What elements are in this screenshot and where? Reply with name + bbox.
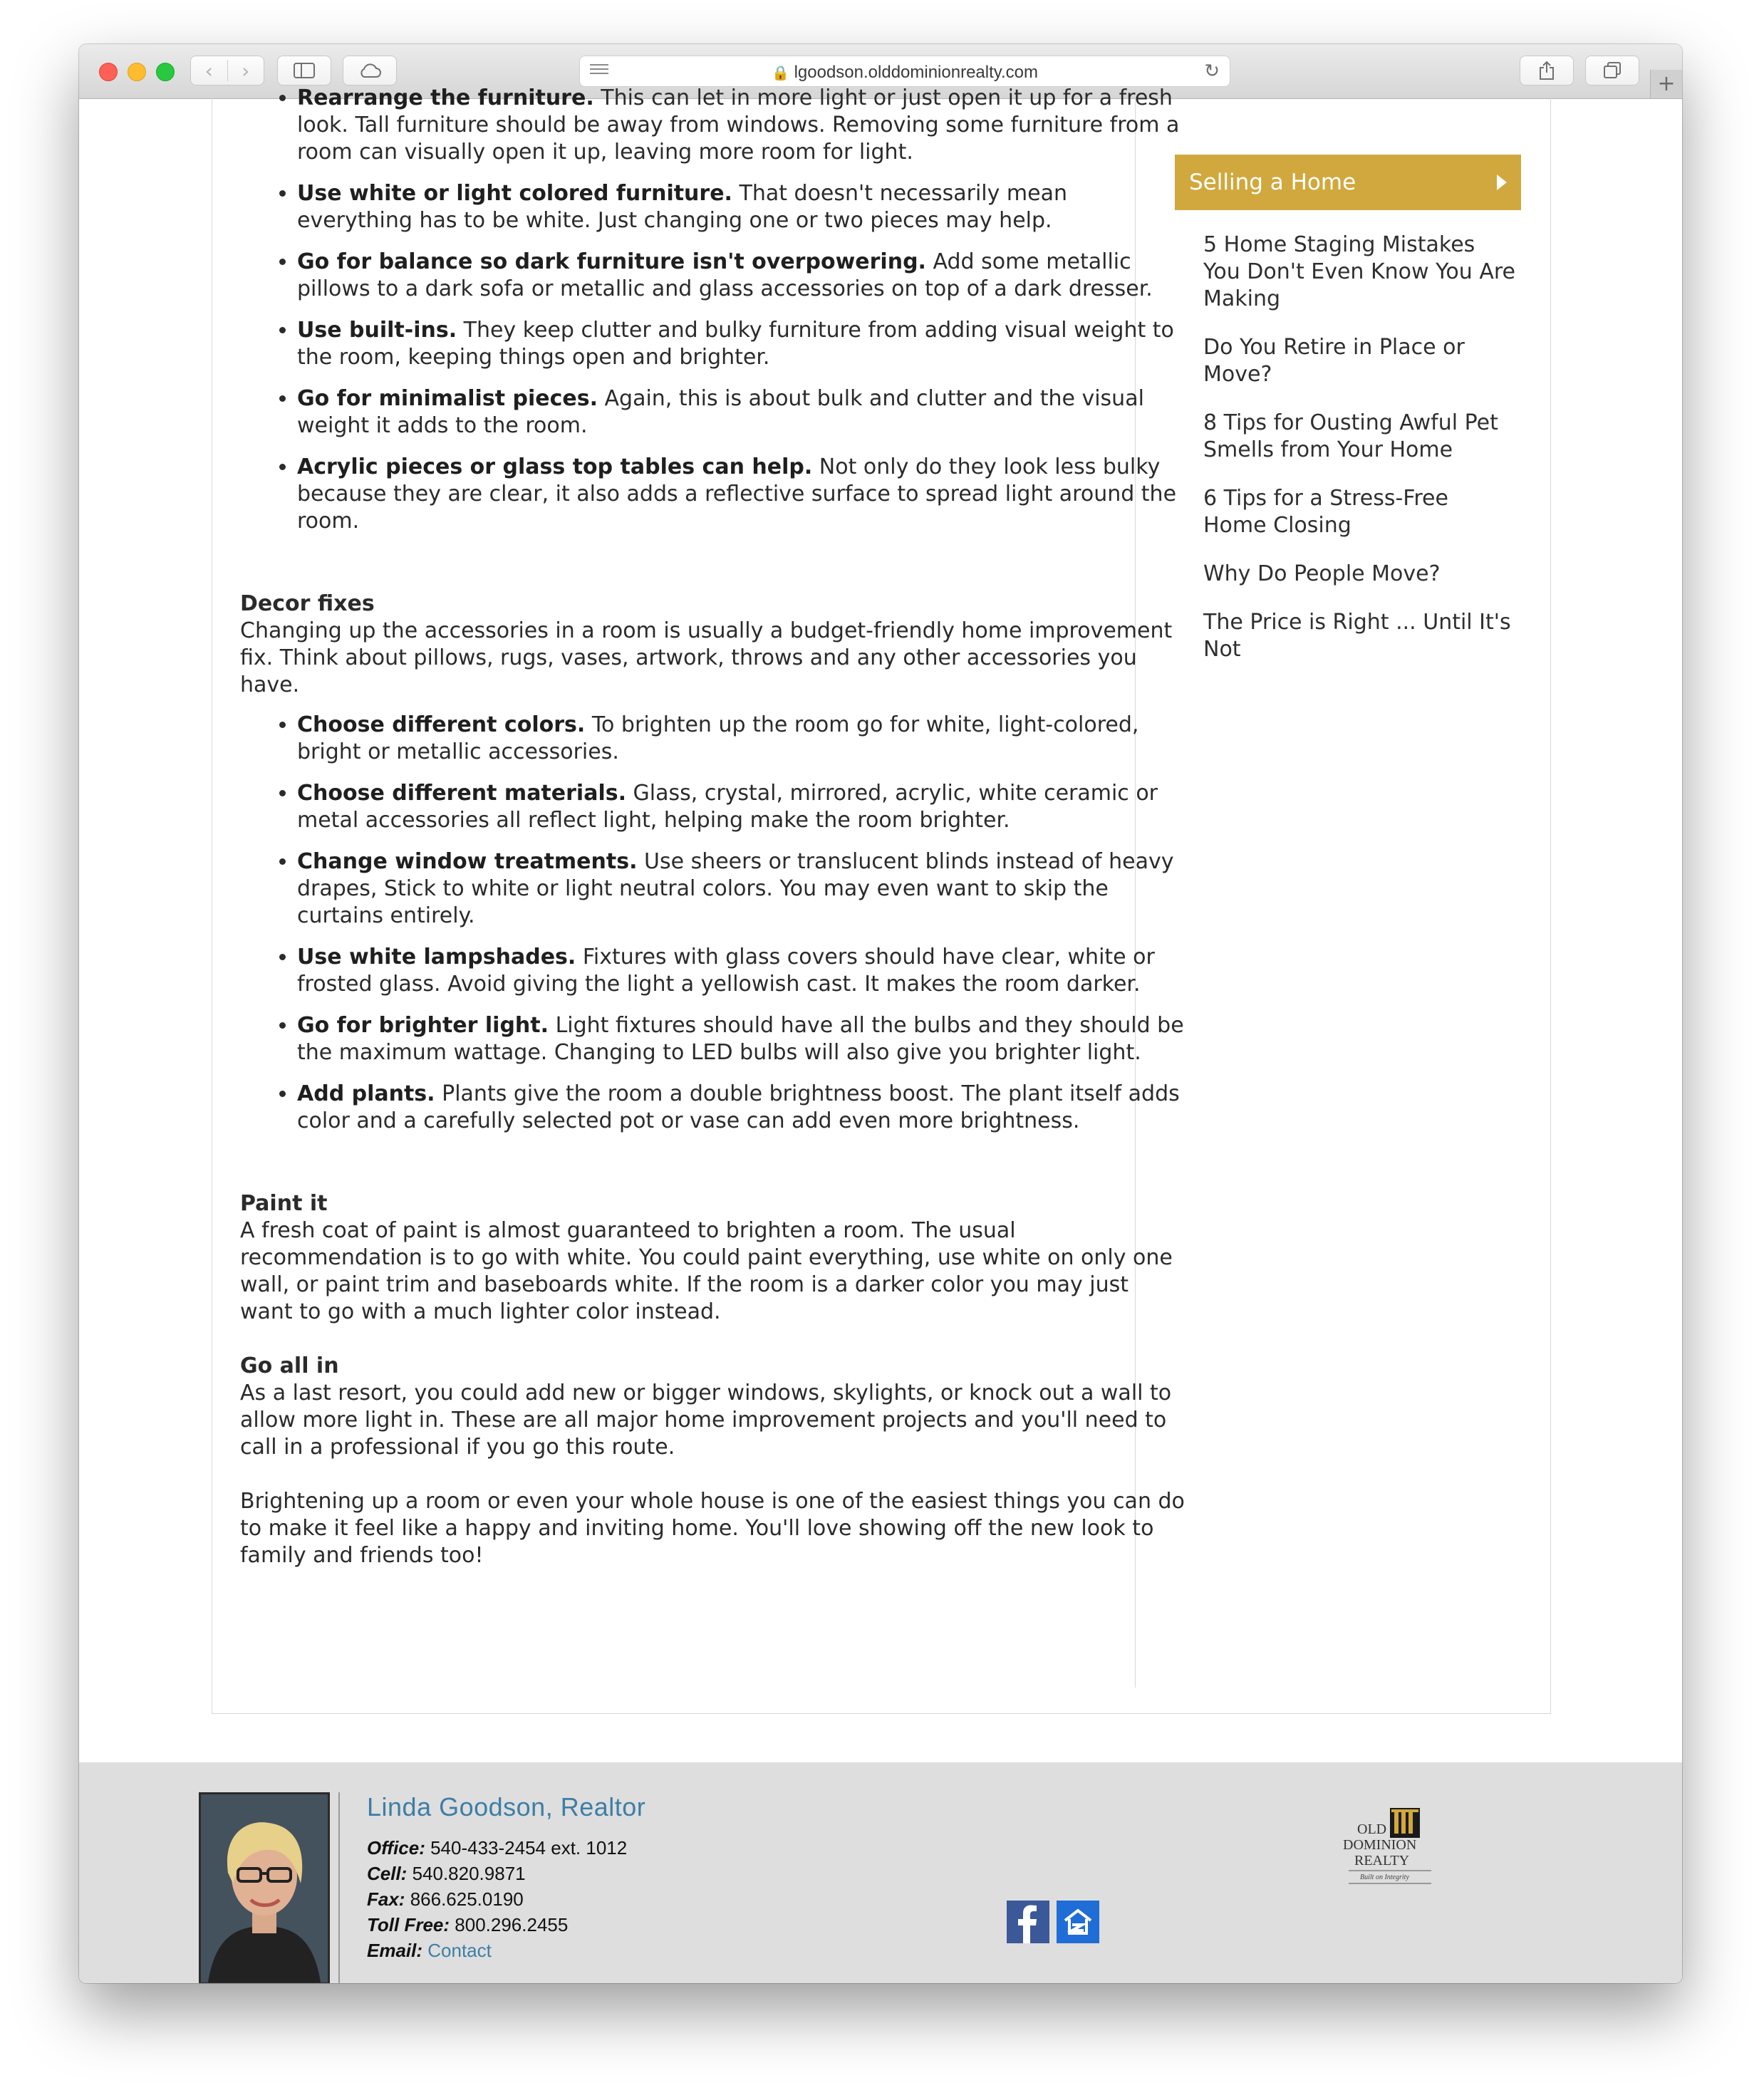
reload-icon[interactable]: ↻ bbox=[1204, 61, 1220, 82]
list-item bbox=[297, 385, 1188, 440]
list-item bbox=[297, 454, 1188, 535]
tip-title: Go for brighter light. bbox=[297, 1013, 549, 1038]
tollfree-line bbox=[367, 1912, 627, 1938]
agent-name: Linda Goodson, Realtor bbox=[367, 1792, 646, 1821]
sidebar-heading-label: Selling a Home bbox=[1189, 170, 1356, 195]
tip-text: They keep clutter and bulky furniture from adding visual weight to the room, keeping things open and brighter. bbox=[297, 318, 1174, 370]
show-tabs-button[interactable] bbox=[1585, 56, 1639, 85]
sidebar bbox=[1175, 155, 1521, 663]
tip-title: Add plants. bbox=[297, 1081, 435, 1106]
office-label: Office: bbox=[367, 1837, 425, 1859]
tollfree-label: Toll Free: bbox=[367, 1914, 450, 1935]
icloud-tabs-button[interactable] bbox=[343, 56, 397, 85]
tip-text: Plants give the room a double brightness boost. The plant itself adds color and a carefully selected pot or vase can add even more brightness. bbox=[297, 1081, 1180, 1133]
list-item bbox=[297, 317, 1188, 371]
list-item bbox=[297, 944, 1188, 998]
list-item bbox=[297, 249, 1188, 303]
caret-right-icon bbox=[1497, 175, 1507, 190]
allin-heading: Go all in bbox=[240, 1353, 339, 1378]
tip-text: Again, this is about bulk and clutter and the visual weight it adds to the room. bbox=[297, 386, 1144, 438]
sidebar-link[interactable]: Do You Retire in Place or Move? bbox=[1203, 335, 1465, 387]
sidebar-heading-selling-a-home[interactable] bbox=[1175, 155, 1521, 210]
tip-text: This can let in more light or just open it up for a fresh look. Tall furniture should be away from windows. Removing some furniture from a room can visually open it up, leaving more room for light. bbox=[297, 85, 1180, 165]
back-arrow-icon[interactable]: ‹ bbox=[204, 58, 213, 83]
tip-title: Use white lampshades. bbox=[297, 945, 576, 970]
old-dominion-realty-logo bbox=[1340, 1805, 1440, 1891]
realty-logo-image bbox=[1340, 1805, 1440, 1891]
minimize-window-button[interactable] bbox=[128, 63, 146, 81]
zillow-link[interactable] bbox=[1057, 1901, 1099, 1943]
close-window-button[interactable] bbox=[99, 63, 118, 81]
share-button[interactable] bbox=[1520, 56, 1574, 85]
facebook-link[interactable] bbox=[1007, 1901, 1049, 1943]
address-bar[interactable] bbox=[579, 56, 1230, 87]
decor-intro: Changing up the accessories in a room is usually a budget-friendly home improvement fix. Think about pillows, rugs, vases, artwork, throws and any other accessories you have. bbox=[240, 618, 1173, 697]
web-page bbox=[79, 85, 1682, 1983]
furniture-tips-list bbox=[240, 85, 1188, 535]
sidebar-link[interactable]: 6 Tips for a Stress-Free Home Closing bbox=[1203, 486, 1448, 538]
list-item bbox=[297, 848, 1188, 930]
article-body bbox=[240, 85, 1188, 1569]
agent-photo bbox=[199, 1792, 330, 1983]
facebook-icon bbox=[1007, 1901, 1049, 1943]
allin-text: As a last resort, you could add new or bigger windows, skylights, or knock out a wall to allow more light in. These are all major home improvement projects and you'll need to call in a professional if you go this route. bbox=[240, 1381, 1172, 1460]
email-line bbox=[367, 1938, 627, 1963]
closing-text: Brightening up a room or even your whole house is one of the easiest things you can do to make it feel like a happy and inviting home. You'll love showing off the new look to family and friends too! bbox=[240, 1489, 1185, 1568]
tip-title: Change window treatments. bbox=[297, 849, 638, 874]
list-item bbox=[297, 712, 1188, 766]
footer bbox=[79, 1762, 1682, 1983]
url-value: lgoodson.olddominionrealty.com bbox=[794, 63, 1038, 82]
share-icon bbox=[1538, 61, 1555, 80]
sidebar-link[interactable]: 5 Home Staging Mistakes You Don't Even Know You Are Making bbox=[1203, 232, 1515, 311]
cloud-icon bbox=[358, 63, 382, 78]
agent-portrait-image bbox=[201, 1794, 328, 1982]
list-item bbox=[297, 1081, 1188, 1135]
sidebar-link[interactable]: The Price is Right ... Until It's Not bbox=[1203, 610, 1511, 662]
sidebar-icon bbox=[294, 63, 315, 78]
email-label: Email: bbox=[367, 1940, 423, 1961]
tip-title: Choose different materials. bbox=[297, 781, 626, 806]
office-line bbox=[367, 1835, 627, 1861]
tip-title: Go for balance so dark furniture isn't overpowering. bbox=[297, 249, 926, 274]
tip-text: Use sheers or translucent blinds instead of heavy drapes, Stick to white or light neutral colors. You may even want to skip the curtains entirely. bbox=[297, 849, 1174, 928]
cell-line bbox=[367, 1861, 627, 1886]
tip-title: Rearrange the furniture. bbox=[297, 85, 594, 110]
decor-tips-list bbox=[240, 712, 1188, 1135]
cell-phone[interactable]: 540.820.9871 bbox=[407, 1863, 526, 1884]
logo-word-old: OLD bbox=[1357, 1821, 1387, 1837]
new-tab-button[interactable]: + bbox=[1650, 70, 1682, 98]
lock-icon: 🔒 bbox=[772, 66, 789, 81]
list-item bbox=[297, 1012, 1188, 1066]
decor-heading: Decor fixes bbox=[240, 591, 375, 616]
sidebar-link[interactable]: Why Do People Move? bbox=[1203, 561, 1441, 586]
tip-text: Glass, crystal, mirrored, acrylic, white ceramic or metal accessories all reflect light, helping make the room brighter. bbox=[297, 781, 1158, 833]
contact-details bbox=[367, 1835, 627, 1963]
tip-text: Fixtures with glass covers should have clear, white or frosted glass. Avoid giving the light a yellowish cast. It makes the room darker. bbox=[297, 945, 1155, 997]
zillow-icon bbox=[1057, 1901, 1099, 1943]
tip-text: Light fixtures should have all the bulbs and they should be the maximum wattage. Changing to LED bulbs will also give you brighter light. bbox=[297, 1013, 1184, 1065]
paint-heading: Paint it bbox=[240, 1191, 328, 1216]
tip-title: Go for minimalist pieces. bbox=[297, 386, 598, 411]
logo-word-dominion: DOMINION bbox=[1343, 1837, 1417, 1853]
tip-title: Use white or light colored furniture. bbox=[297, 181, 732, 206]
tabs-overview-icon bbox=[1603, 62, 1622, 79]
tollfree-phone[interactable]: 800.296.2455 bbox=[450, 1914, 569, 1935]
sidebar-toggle-button[interactable] bbox=[277, 56, 331, 85]
tip-text: That doesn't necessarily mean everything has to be white. Just changing one or two pieces may help. bbox=[297, 181, 1068, 233]
cell-label: Cell: bbox=[367, 1863, 408, 1884]
history-nav bbox=[190, 56, 264, 85]
fax-label: Fax: bbox=[367, 1888, 405, 1910]
url-text bbox=[580, 63, 1230, 83]
tip-title: Use built-ins. bbox=[297, 318, 457, 343]
list-item bbox=[297, 780, 1188, 834]
tip-title: Acrylic pieces or glass top tables can help. bbox=[297, 454, 813, 479]
sidebar-links bbox=[1175, 232, 1521, 663]
tip-text: Add some metallic pillows to a dark sofa or metallic and glass accessories on top of a dark dresser. bbox=[297, 249, 1153, 301]
office-phone[interactable]: 540-433-2454 ext. 1012 bbox=[425, 1837, 628, 1859]
browser-window bbox=[79, 44, 1682, 1983]
fax-line bbox=[367, 1886, 627, 1912]
logo-word-realty: REALTY bbox=[1354, 1853, 1410, 1868]
tip-title: Choose different colors. bbox=[297, 712, 586, 737]
zoom-window-button[interactable] bbox=[156, 63, 175, 81]
list-item bbox=[297, 180, 1188, 234]
fax-number: 866.625.0190 bbox=[405, 1888, 524, 1910]
tip-text: To brighten up the room go for white, light-colored, bright or metallic accessories. bbox=[297, 712, 1139, 764]
footer-divider bbox=[338, 1792, 340, 1983]
paint-text: A fresh coat of paint is almost guaranteed to brighten a room. The usual recommendation is to go with white. You could paint everything, use white on only one wall, or paint trim and baseboards white. If the room is a darker color you may just want to go with a much lighter color instead. bbox=[240, 1218, 1173, 1324]
contact-link[interactable]: Contact bbox=[427, 1940, 492, 1961]
tip-text: Not only do they look less bulky because they are clear, it also adds a reflective surface to spread light around the room. bbox=[297, 454, 1177, 534]
sidebar-link[interactable]: 8 Tips for Ousting Awful Pet Smells from Your Home bbox=[1203, 410, 1498, 462]
list-item bbox=[297, 85, 1188, 166]
logo-tagline: Built on Integrity bbox=[1360, 1873, 1409, 1881]
forward-arrow-icon[interactable]: › bbox=[242, 58, 250, 83]
